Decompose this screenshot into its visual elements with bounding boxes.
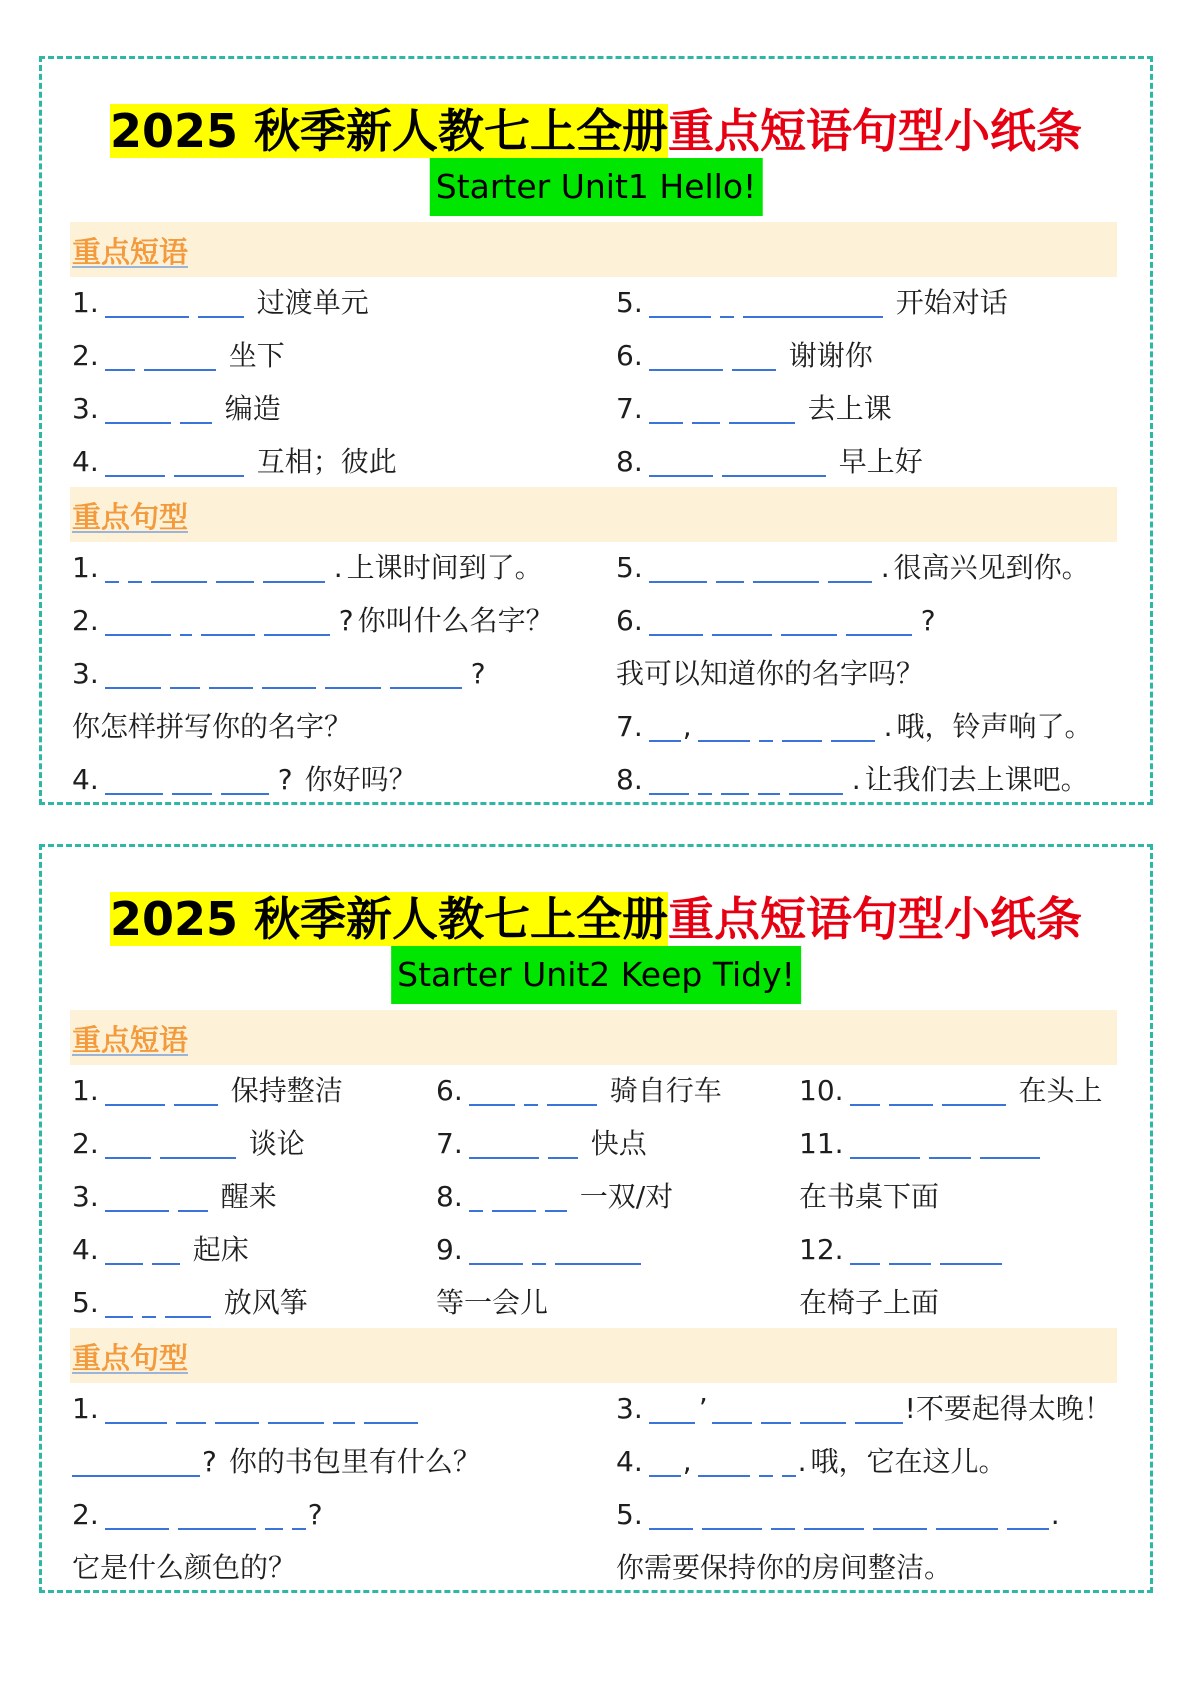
answer-blank	[828, 553, 872, 583]
answer-blank	[72, 1447, 200, 1477]
phrase-item	[72, 1072, 343, 1110]
answer-blank	[649, 1394, 695, 1424]
answer-blank	[105, 1129, 151, 1159]
answer-blank	[649, 606, 703, 636]
phrase-item	[799, 1284, 939, 1322]
answer-blank	[390, 659, 462, 689]
answer-blank	[105, 288, 189, 318]
answer-blank	[268, 1394, 324, 1424]
phrase-item	[616, 443, 923, 481]
chinese-meaning: 早上好	[838, 445, 923, 478]
chinese-meaning: 骑自行车	[609, 1074, 722, 1107]
phrases-heading-bar	[70, 1010, 1117, 1065]
answer-blank	[265, 1500, 283, 1530]
answer-blank	[105, 447, 165, 477]
unit-label: Starter Unit1 Hello!	[430, 158, 763, 216]
chinese-meaning: 过渡单元	[256, 286, 369, 319]
answer-blank	[105, 1394, 167, 1424]
answer-blank	[144, 341, 216, 371]
phrase-item	[72, 337, 285, 375]
answer-blank	[729, 394, 795, 424]
answer-blank	[545, 1182, 567, 1212]
item-number: 8.	[616, 445, 643, 478]
answer-blank	[172, 765, 212, 795]
answer-blank	[325, 659, 381, 689]
item-number: 1.	[72, 286, 99, 319]
chinese-meaning: 起床	[192, 1233, 249, 1266]
note-card-unit2	[39, 844, 1153, 1593]
answer-blank	[850, 1076, 880, 1106]
item-number: 2.	[72, 604, 99, 637]
item-number: 2.	[72, 339, 99, 372]
answer-blank	[160, 1129, 236, 1159]
answer-blank	[649, 341, 723, 371]
answer-blank	[759, 1447, 773, 1477]
answer-blank	[649, 712, 681, 742]
sentence-item: 5. . 很高兴见到你。	[616, 551, 1090, 584]
answer-blank	[198, 288, 244, 318]
sentence-item	[72, 708, 352, 746]
answer-blank	[221, 765, 269, 795]
sentence-item	[616, 1549, 952, 1587]
answer-blank	[105, 659, 161, 689]
answer-blank	[524, 1076, 538, 1106]
answer-blank	[649, 394, 683, 424]
answer-blank	[105, 394, 171, 424]
answer-blank	[759, 712, 773, 742]
sentence-item: 3. ’ !不要起得太晚！	[616, 1392, 1112, 1425]
answer-blank	[698, 765, 712, 795]
answer-blank	[732, 341, 776, 371]
chinese-meaning: 谈论	[248, 1127, 305, 1160]
answer-blank	[782, 1447, 796, 1477]
chinese-meaning: 哦，它在这儿。	[810, 1445, 1007, 1478]
chinese-meaning: 我可以知道你的名字吗？	[616, 657, 925, 690]
answer-blank	[889, 1235, 931, 1265]
answer-blank	[846, 606, 912, 636]
unit-label: Starter Unit2 Keep Tidy!	[391, 946, 801, 1004]
sentence-item	[616, 655, 924, 693]
phrase-item	[799, 1231, 1011, 1269]
answer-blank	[873, 1500, 927, 1530]
chinese-meaning: 快点	[590, 1127, 647, 1160]
card-title: 2025 秋季新人教七上全册重点短语句型小纸条	[109, 104, 1083, 158]
answer-blank	[151, 553, 207, 583]
answer-blank	[782, 712, 822, 742]
answer-blank	[180, 394, 212, 424]
phrase-item	[72, 1231, 249, 1269]
answer-blank	[469, 1235, 523, 1265]
item-number: 4.	[72, 1233, 99, 1266]
answer-blank	[649, 765, 689, 795]
answer-blank	[980, 1129, 1040, 1159]
item-number: 4.	[72, 445, 99, 478]
answer-blank	[128, 553, 142, 583]
phrase-item	[436, 1125, 647, 1163]
answer-blank	[264, 606, 330, 636]
chinese-meaning: 放风筝	[223, 1286, 308, 1319]
sentences-heading: 重点句型	[72, 1341, 189, 1375]
sentence-item: 6. ?	[616, 604, 936, 637]
answer-blank	[720, 288, 734, 318]
answer-blank	[215, 1394, 259, 1424]
sentence-item: ? 你的书包里有什么？	[72, 1443, 481, 1481]
answer-blank	[850, 1129, 920, 1159]
answer-blank	[555, 1235, 641, 1265]
phrase-item	[616, 337, 873, 375]
answer-blank	[936, 1500, 998, 1530]
answer-blank	[174, 447, 244, 477]
answer-blank	[800, 1394, 846, 1424]
phrases-heading: 重点短语	[72, 235, 189, 269]
chinese-meaning: 很高兴见到你。	[893, 551, 1090, 584]
item-number: 1.	[72, 1392, 99, 1425]
chinese-meaning: 保持整洁	[230, 1074, 343, 1107]
answer-blank	[1007, 1500, 1049, 1530]
answer-blank	[789, 765, 843, 795]
sentence-item: 8. . 让我们去上课吧。	[616, 763, 1089, 796]
chinese-meaning: 在头上	[1018, 1074, 1103, 1107]
answer-blank	[165, 1288, 211, 1318]
item-number: 5.	[72, 1286, 99, 1319]
sentence-item: 4. ? 你好吗？	[72, 763, 417, 796]
phrases-heading: 重点短语	[72, 1023, 189, 1057]
answer-blank	[292, 1500, 306, 1530]
sentence-item	[72, 1549, 296, 1587]
item-number: 2.	[72, 1127, 99, 1160]
phrase-item	[72, 1284, 308, 1322]
chinese-meaning: 哦，铃声响了。	[896, 710, 1093, 743]
sentence-item: 2. ? 你叫什么名字？	[72, 604, 554, 637]
chinese-meaning: 一双/对	[579, 1180, 674, 1213]
chinese-meaning: 互相；彼此	[256, 445, 397, 478]
answer-blank	[178, 1182, 208, 1212]
phrase-item	[72, 1125, 305, 1163]
answer-blank	[142, 1288, 156, 1318]
answer-blank	[178, 1500, 256, 1530]
phrase-item	[72, 443, 397, 481]
sentence-item: 3. ?	[72, 657, 486, 690]
item-number: 5.	[616, 286, 643, 319]
answer-blank	[649, 553, 707, 583]
answer-blank	[216, 553, 254, 583]
answer-blank	[716, 553, 744, 583]
phrase-item	[436, 1231, 650, 1269]
answer-blank	[692, 394, 720, 424]
answer-blank	[753, 553, 819, 583]
chinese-meaning: 你好吗？	[304, 763, 417, 796]
answer-blank	[942, 1076, 1006, 1106]
chinese-meaning: 它是什么颜色的？	[72, 1551, 297, 1584]
item-number: 8.	[436, 1180, 463, 1213]
item-number: 7.	[616, 392, 643, 425]
sentence-item: 2. ?	[72, 1498, 323, 1531]
answer-blank	[180, 606, 192, 636]
chinese-meaning: 你的书包里有什么？	[228, 1445, 481, 1478]
phrase-item	[616, 284, 1008, 322]
answer-blank	[105, 553, 119, 583]
answer-blank	[105, 1235, 143, 1265]
item-number: 5.	[616, 1498, 643, 1531]
chinese-meaning: 你需要保持你的房间整洁。	[616, 1551, 953, 1584]
sentence-item: 7. , . 哦，铃声响了。	[616, 710, 1093, 743]
chinese-meaning: 坐下	[228, 339, 285, 372]
chinese-meaning: 让我们去上课吧。	[864, 763, 1089, 796]
answer-blank	[649, 288, 711, 318]
answer-blank	[712, 606, 772, 636]
answer-blank	[649, 447, 713, 477]
item-number: 9.	[436, 1233, 463, 1266]
answer-blank	[712, 1394, 752, 1424]
phrases-heading-bar	[70, 222, 1117, 277]
answer-blank	[771, 1500, 795, 1530]
answer-blank	[804, 1500, 864, 1530]
answer-blank	[262, 659, 316, 689]
answer-blank	[176, 1394, 206, 1424]
phrase-item	[799, 1072, 1103, 1110]
sentence-item: 4. , . 哦，它在这儿。	[616, 1445, 1007, 1478]
phrase-item	[436, 1284, 548, 1322]
answer-blank	[722, 447, 826, 477]
answer-blank	[532, 1235, 546, 1265]
phrase-item	[72, 390, 281, 428]
answer-blank	[698, 1447, 750, 1477]
answer-blank	[698, 712, 750, 742]
chinese-meaning: 去上课	[807, 392, 892, 425]
phrase-item	[72, 284, 369, 322]
answer-blank	[547, 1076, 597, 1106]
chinese-meaning: 醒来	[220, 1180, 277, 1213]
item-number: 6.	[436, 1074, 463, 1107]
answer-blank	[469, 1129, 539, 1159]
answer-blank	[105, 606, 171, 636]
answer-blank	[170, 659, 200, 689]
item-number: 3.	[72, 657, 99, 690]
item-number: 3.	[72, 392, 99, 425]
item-number: 4.	[616, 1445, 643, 1478]
answer-blank	[152, 1235, 180, 1265]
item-number: 11.	[799, 1127, 844, 1160]
item-number: 3.	[616, 1392, 643, 1425]
sentences-heading-bar	[70, 487, 1117, 542]
answer-blank	[929, 1129, 971, 1159]
answer-blank	[758, 765, 780, 795]
item-number: 7.	[616, 710, 643, 743]
chinese-meaning: 开始对话	[895, 286, 1008, 319]
phrase-item	[436, 1178, 673, 1216]
answer-blank	[209, 659, 253, 689]
item-number: 2.	[72, 1498, 99, 1531]
answer-blank	[105, 1076, 165, 1106]
answer-blank	[469, 1076, 515, 1106]
item-number: 10.	[799, 1074, 844, 1107]
answer-blank	[105, 765, 163, 795]
answer-blank	[702, 1500, 762, 1530]
answer-blank	[649, 1500, 693, 1530]
answer-blank	[105, 1288, 133, 1318]
answer-blank	[174, 1076, 218, 1106]
answer-blank	[492, 1182, 536, 1212]
item-number: 7.	[436, 1127, 463, 1160]
answer-blank	[364, 1394, 418, 1424]
item-number: 6.	[616, 604, 643, 637]
chinese-meaning: 上课时间到了。	[346, 551, 543, 584]
answer-blank	[105, 1182, 169, 1212]
phrase-item	[72, 1178, 277, 1216]
item-number: 1.	[72, 551, 99, 584]
answer-blank	[850, 1235, 880, 1265]
answer-blank	[743, 288, 883, 318]
item-number: 6.	[616, 339, 643, 372]
answer-blank	[649, 1447, 681, 1477]
note-card-unit1	[39, 56, 1153, 805]
sentences-heading: 重点句型	[72, 500, 189, 534]
answer-blank	[105, 341, 135, 371]
sentence-item: 1. . 上课时间到了。	[72, 551, 543, 584]
phrase-item	[799, 1125, 1049, 1163]
sentence-item	[72, 1390, 427, 1428]
answer-blank	[761, 1394, 791, 1424]
item-number: 3.	[72, 1180, 99, 1213]
chinese-meaning: 在椅子上面	[799, 1286, 940, 1319]
answer-blank	[333, 1394, 355, 1424]
answer-blank	[721, 765, 749, 795]
chinese-meaning: 你叫什么名字？	[357, 604, 554, 637]
item-number: 5.	[616, 551, 643, 584]
answer-blank	[889, 1076, 933, 1106]
answer-blank	[831, 712, 875, 742]
answer-blank	[263, 553, 325, 583]
answer-blank	[105, 1500, 169, 1530]
item-number: 1.	[72, 1074, 99, 1107]
answer-blank	[940, 1235, 1002, 1265]
chinese-meaning: 在书桌下面	[799, 1180, 940, 1213]
answer-blank	[548, 1129, 578, 1159]
chinese-meaning: 谢谢你	[788, 339, 873, 372]
answer-blank	[469, 1182, 483, 1212]
answer-blank	[201, 606, 255, 636]
item-number: 8.	[616, 763, 643, 796]
phrase-item	[799, 1178, 939, 1216]
item-number: 4.	[72, 763, 99, 796]
phrase-item	[436, 1072, 722, 1110]
phrase-item	[616, 390, 892, 428]
sentences-heading-bar	[70, 1328, 1117, 1383]
chinese-meaning: 你怎样拼写你的名字？	[72, 710, 353, 743]
card-title: 2025 秋季新人教七上全册重点短语句型小纸条	[109, 892, 1083, 946]
item-number: 12.	[799, 1233, 844, 1266]
sentence-item: 5. .	[616, 1498, 1060, 1531]
chinese-meaning: 等一会儿	[436, 1286, 549, 1319]
answer-blank	[781, 606, 837, 636]
answer-blank	[855, 1394, 903, 1424]
chinese-meaning: 编造	[224, 392, 281, 425]
